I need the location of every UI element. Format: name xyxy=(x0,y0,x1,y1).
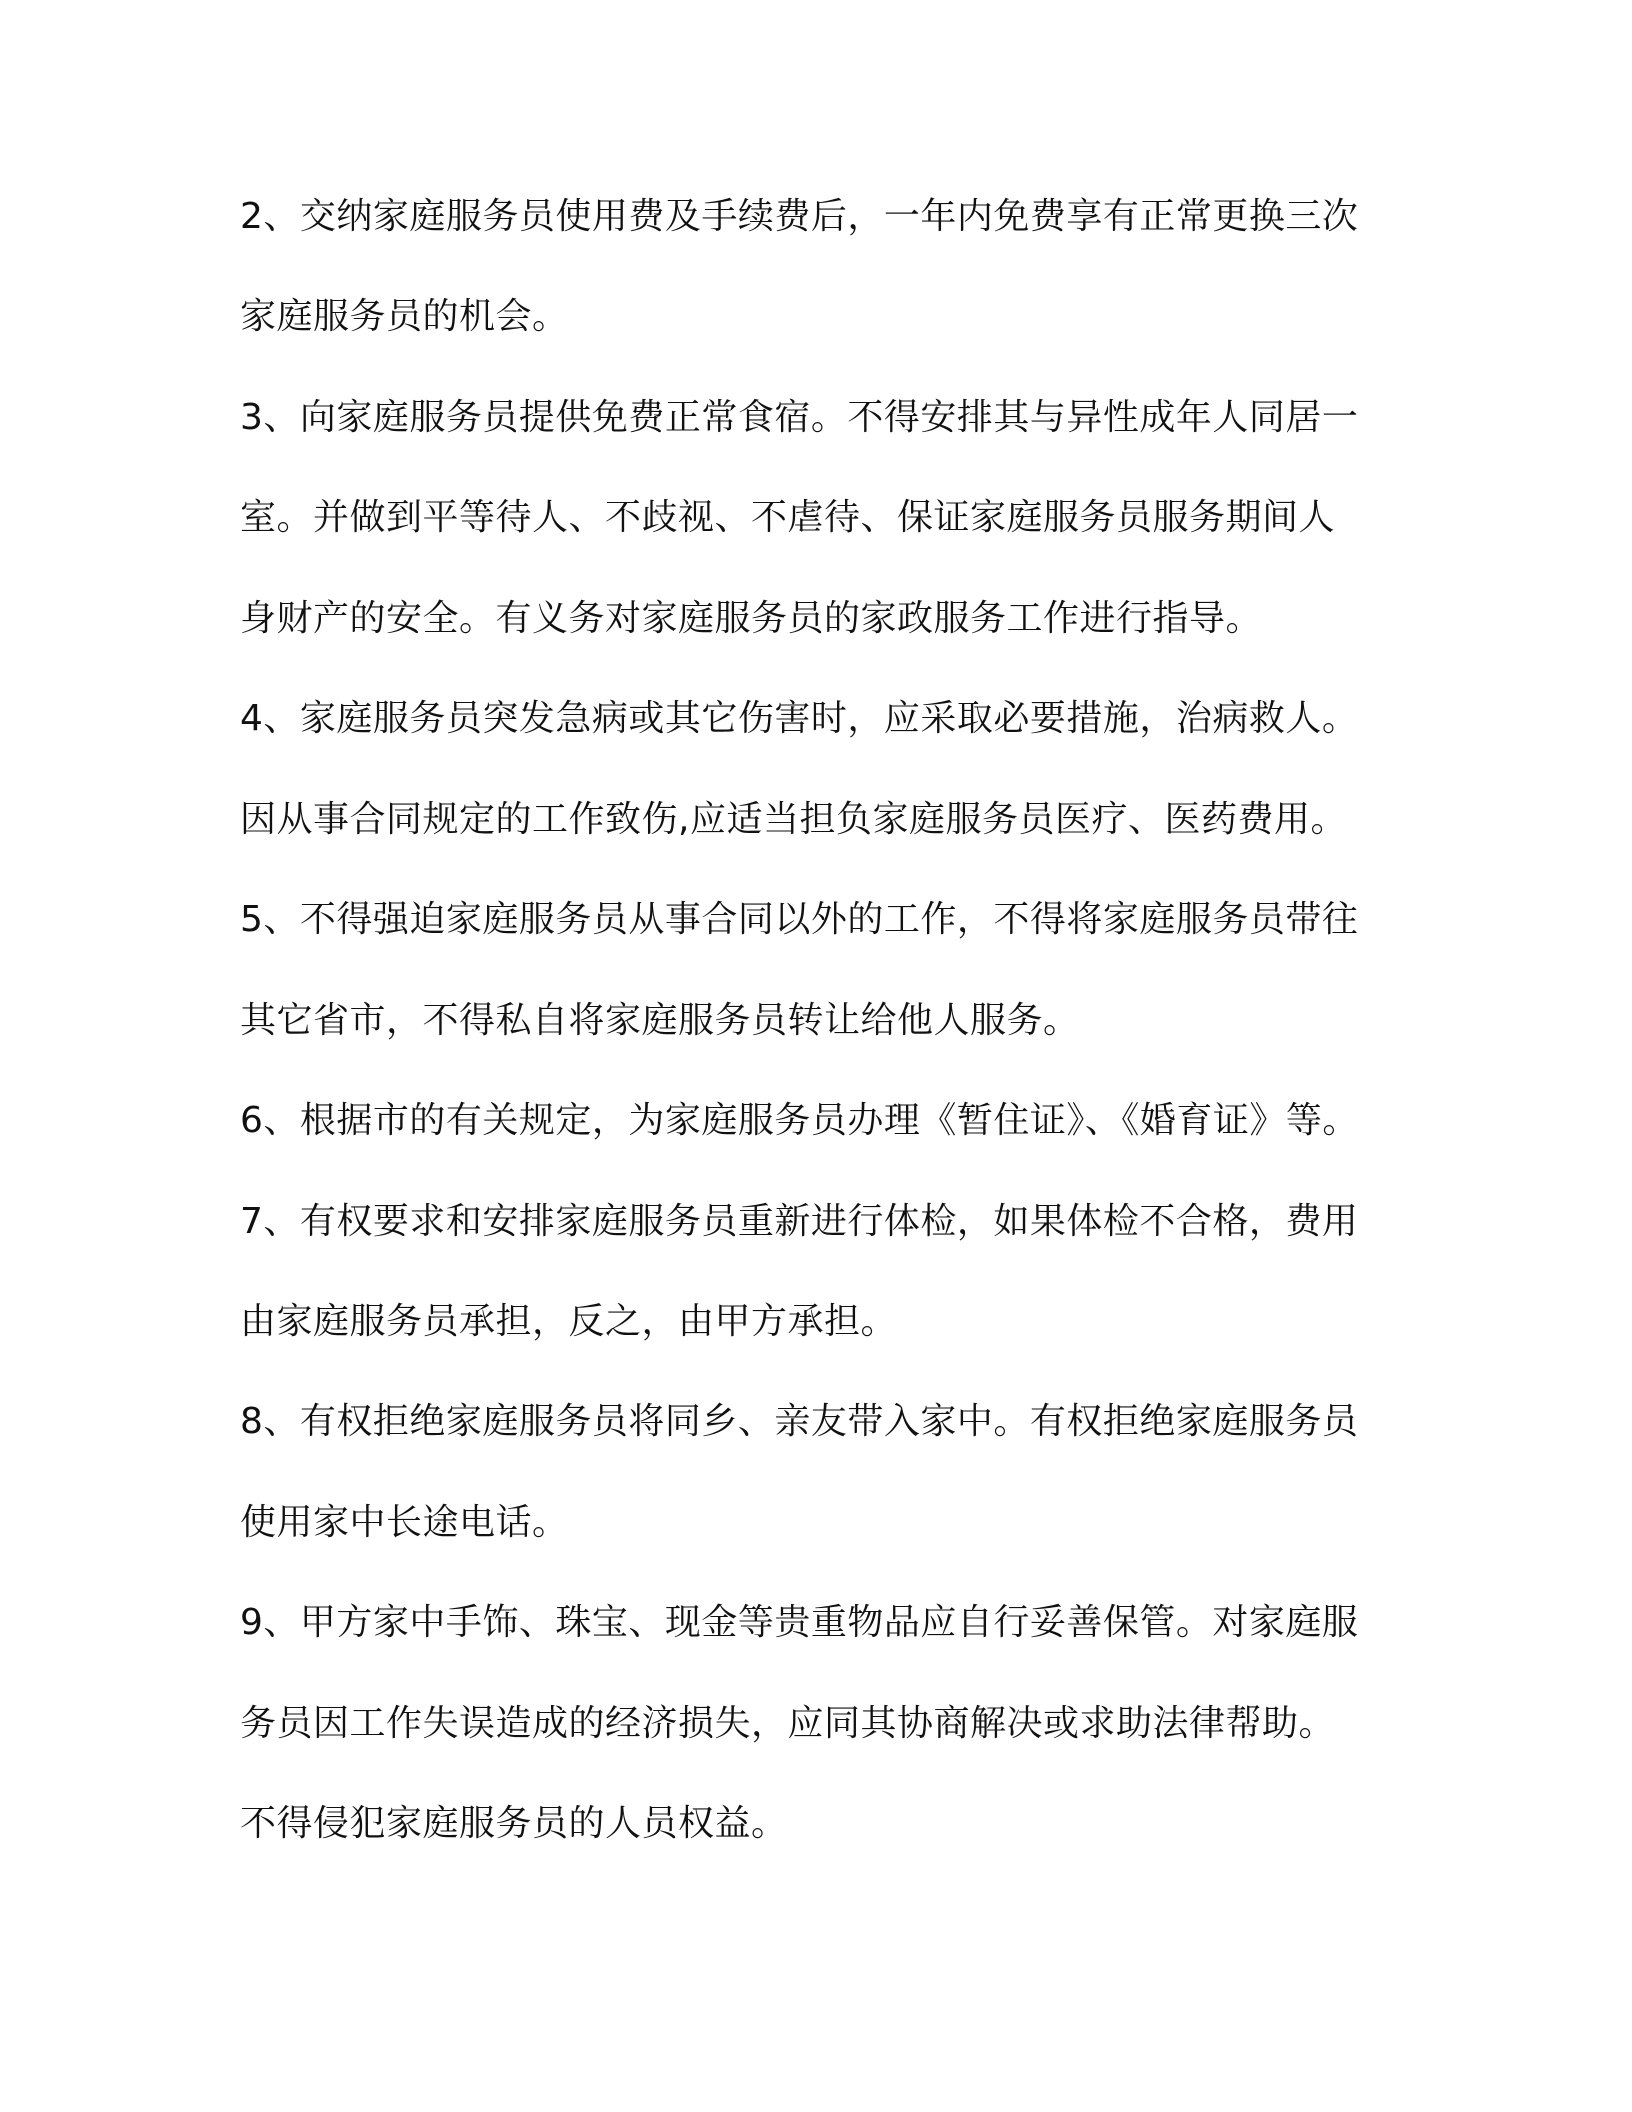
clause-2-line-1: 2、交纳家庭服务员使用费及手续费后，一年内免费享有正常更换三次 xyxy=(240,196,1359,237)
clause-5-line-1: 5、不得强迫家庭服务员从事合同以外的工作，不得将家庭服务员带往 xyxy=(240,899,1359,940)
clause-5-line-2: 其它省市，不得私自将家庭服务员转让给他人服务。 xyxy=(240,1000,1080,1041)
clause-3-line-1: 3、向家庭服务员提供免费正常食宿。不得安排其与异性成年人同居一 xyxy=(240,397,1359,438)
clause-9-line-1: 9、甲方家中手饰、珠宝、现金等贵重物品应自行妥善保管。对家庭服 xyxy=(240,1602,1359,1643)
clause-6-line-1: 6、根据市的有关规定，为家庭服务员办理《暂住证》、《婚育证》等。 xyxy=(240,1100,1359,1141)
clause-9-line-2: 务员因工作失误造成的经济损失，应同其协商解决或求助法律帮助。 xyxy=(240,1703,1336,1744)
clause-8-line-2: 使用家中长途电话。 xyxy=(240,1502,569,1543)
clause-4-line-2: 因从事合同规定的工作致伤,应适当担负家庭服务员医疗、医药费用。 xyxy=(240,799,1347,840)
clause-4-line-1: 4、家庭服务员突发急病或其它伤害时，应采取必要措施，治病救人。 xyxy=(240,698,1359,739)
clause-2-line-2: 家庭服务员的机会。 xyxy=(240,296,569,337)
clause-9-line-3: 不得侵犯家庭服务员的人员权益。 xyxy=(240,1803,788,1844)
clause-3-line-2: 室。并做到平等待人、不歧视、不虐待、保证家庭服务员服务期间人 xyxy=(240,497,1336,538)
clause-7-line-2: 由家庭服务员承担，反之，由甲方承担。 xyxy=(240,1301,898,1342)
clause-3-line-3: 身财产的安全。有义务对家庭服务员的家政服务工作进行指导。 xyxy=(240,598,1263,639)
clause-7-line-1: 7、有权要求和安排家庭服务员重新进行体检，如果体检不合格，费用 xyxy=(240,1201,1359,1242)
clause-8-line-1: 8、有权拒绝家庭服务员将同乡、亲友带入家中。有权拒绝家庭服务员 xyxy=(240,1401,1359,1442)
